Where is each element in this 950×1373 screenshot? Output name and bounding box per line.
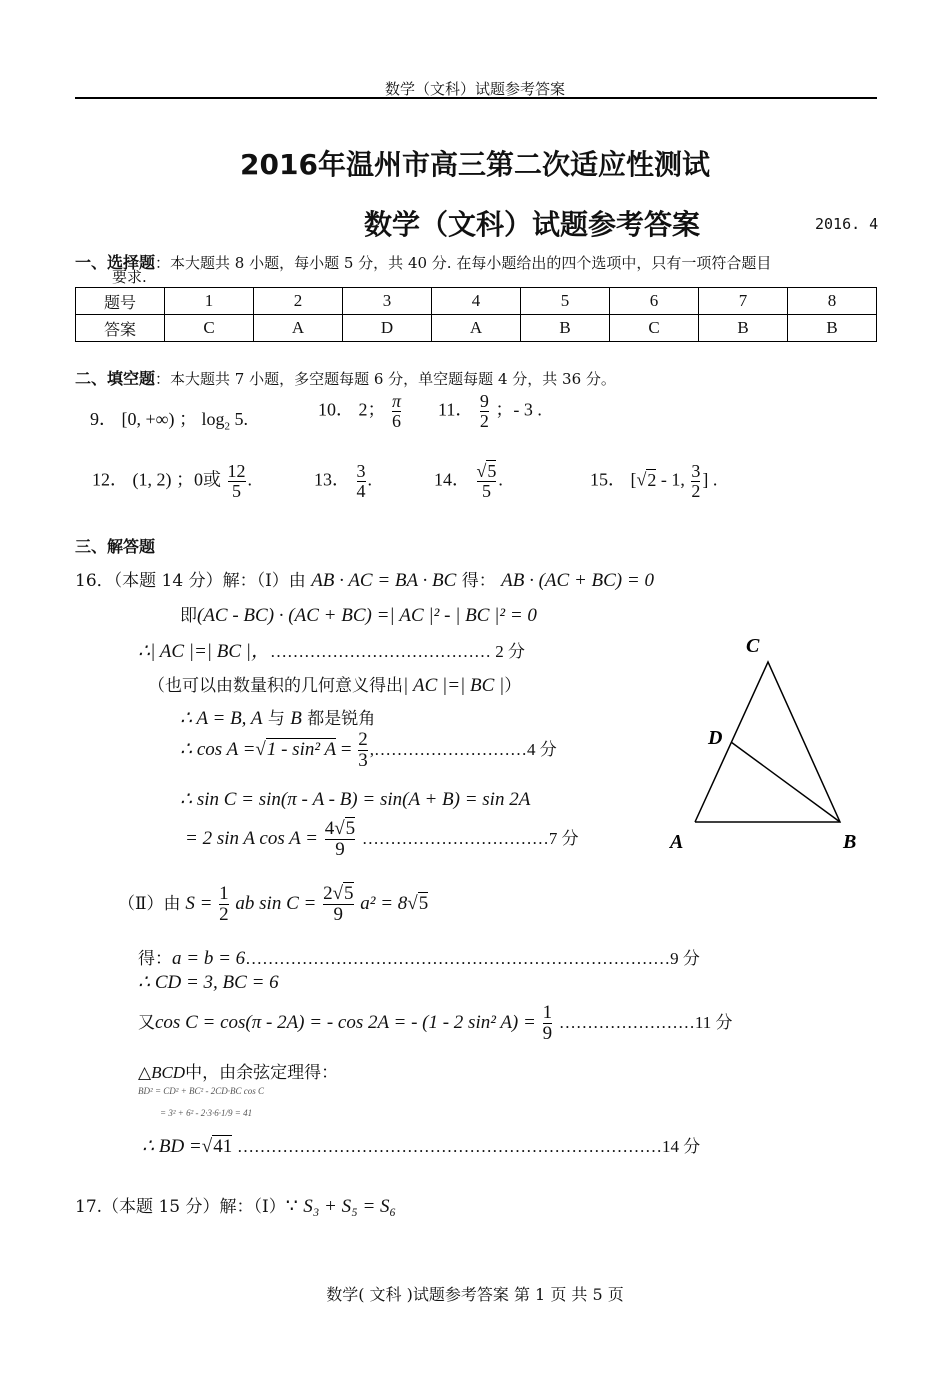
q-log-base: 2 xyxy=(224,420,230,433)
q-answer: [0, +∞) xyxy=(121,409,175,429)
q16-line2: 即(AC - BC) · (AC + BC) =| AC |² - | BC |² = 0 xyxy=(180,605,537,626)
q16-line12: 又cos C = cos(π - 2A) = - cos 2A = - (1 - 2 sin² A) = $\frac{1}{9}$ ……………………11 分 xyxy=(138,1002,733,1044)
table-cell: D xyxy=(343,315,432,342)
q16-line3: ∴| AC |=| BC |，………………………………… 2 分 xyxy=(138,641,526,662)
q-log-arg: 5 xyxy=(234,409,244,429)
page-header: 数学（文科）试题参考答案 xyxy=(384,80,565,98)
table-cell: 2 xyxy=(254,288,343,315)
table-cell: C xyxy=(610,315,699,342)
table-cell: 7 xyxy=(699,288,788,315)
q16-line11: ∴ CD = 3, BC = 6 xyxy=(138,972,279,993)
date: 2016. 4 xyxy=(815,215,879,233)
q16-line6: ∴ cos A =√1 - sin² A = $\frac{2}{3}$ ,………………………4 分 xyxy=(180,729,557,771)
section2-line xyxy=(75,366,616,389)
table-cell: 答案 xyxy=(76,315,165,342)
q-end: . xyxy=(247,469,252,490)
label-a: A xyxy=(670,831,684,853)
q-number: 14． xyxy=(434,469,470,490)
fraction: $\frac{9}{2}$ xyxy=(479,391,489,431)
fraction: $\frac{2}{3}$ xyxy=(358,729,368,771)
header-rule xyxy=(75,97,877,99)
sub-title: 数学（文科）试题参考答案 xyxy=(363,208,700,241)
fraction: $\frac{3}{4}$ xyxy=(356,461,366,501)
q-end: . xyxy=(498,469,503,490)
q16-line8: = 2 sin A cos A = $\frac{4√5}{9}$ ……………………………7 分 xyxy=(185,818,579,860)
table-cell: A xyxy=(254,315,343,342)
table-cell: 5 xyxy=(521,288,610,315)
section1-desc: ：本大题共 8 小题，每小题 5 分，共 40 分. 在每小题给出的四个选项中，只有一项符合题目 xyxy=(155,254,772,272)
tiny-formula-1: BD² = CD² + BC² - 2CD·BC cos C xyxy=(138,1086,264,1096)
table-cell: 3 xyxy=(343,288,432,315)
main-title: 2016年温州市高三第二次适应性测试 xyxy=(240,148,710,181)
q16-line13: △BCD中，由余弦定理得： xyxy=(138,1063,339,1083)
table-cell: 8 xyxy=(788,288,877,315)
label-c: C xyxy=(746,635,760,657)
answer-11 xyxy=(438,392,542,431)
q16-line5: ∴ A = B, A 与 B 都是锐角 xyxy=(180,708,376,729)
fraction: $\frac{√5}{5}$ xyxy=(476,461,497,501)
answer-10 xyxy=(318,392,403,431)
label-b: B xyxy=(843,831,857,853)
fraction: $\frac{3}{2}$ xyxy=(691,461,701,501)
q-number: 9． xyxy=(90,409,117,429)
triangle-figure xyxy=(660,620,890,860)
q16-line15: ∴ BD =√41 …………………………………………………………………14 分 xyxy=(142,1136,701,1157)
table-cell: 1 xyxy=(165,288,254,315)
answer-14 xyxy=(434,462,503,501)
section1-line1 xyxy=(75,250,771,273)
section2-heading: 二、填空题 xyxy=(75,369,156,388)
answer-15: 15． [√2 - 1, $\frac{3}{2}$ ] . xyxy=(590,461,718,501)
section1-heading: 一、选择题 xyxy=(75,253,156,272)
section2-desc: ：本大题共 7 小题，多空题每题 6 分，单空题每题 4 分，共 36 分。 xyxy=(155,370,616,388)
table-cell: 4 xyxy=(432,288,521,315)
q17-line: 17.（本题 15 分）解：（Ⅰ）∵ S₃ + S₅ = S₆ xyxy=(75,1195,397,1217)
section3-heading: 三、解答题 xyxy=(75,537,156,556)
q-end: . xyxy=(367,469,372,490)
table-row-numbers xyxy=(76,288,877,315)
table-cell: B xyxy=(521,315,610,342)
q-number: 10． xyxy=(318,399,354,420)
fraction: $\frac{1}{9}$ xyxy=(542,1002,553,1044)
page-footer: 数学( 文科 )试题参考答案 第 1 页 共 5 页 xyxy=(326,1285,624,1304)
q-number: 13． xyxy=(314,469,350,490)
table-cell: B xyxy=(699,315,788,342)
answer-9 xyxy=(90,405,248,433)
answer-12 xyxy=(92,462,252,501)
section1-desc2: 要求. xyxy=(112,268,147,286)
fraction: $\frac{2√5}{9}$ xyxy=(323,883,354,925)
q-sep: ； xyxy=(178,409,197,429)
q-sep: ；0或 xyxy=(176,469,221,490)
q-end: . xyxy=(243,409,248,429)
q-log: log xyxy=(201,409,225,429)
q-end: ] . xyxy=(702,469,718,490)
table-row-answers xyxy=(76,315,877,342)
fraction: $\frac{4√5}{9}$ xyxy=(324,818,356,860)
label-d: D xyxy=(708,727,723,749)
q16-line7: ∴ sin C = sin(π - A - B) = sin(A + B) = sin 2A xyxy=(180,789,531,810)
q-number: 15． xyxy=(590,469,626,490)
fraction: $\frac{\pi}{6}$ xyxy=(392,391,402,431)
q-mid: - 1, xyxy=(656,469,690,490)
q16-line4: （也可以由数量积的几何意义得出| AC |=| BC |） xyxy=(148,675,522,696)
q-rest: ；- 3 . xyxy=(495,399,542,420)
q-number: 11． xyxy=(438,399,474,420)
q16-line10: 得：a = b = 6…………………………………………………………………9 分 xyxy=(138,948,700,969)
q-answer: 2； xyxy=(358,399,386,420)
tiny-formula-2: = 3² + 6² - 2·3·6·1/9 = 41 xyxy=(160,1108,253,1118)
q16-line1: 16．（本题 14 分）解：（Ⅰ）由 AB · AC = BA · BC 得： AB · (AC + BC) = 0 xyxy=(75,570,654,591)
q-pre: [ xyxy=(630,469,637,490)
fraction: $\frac{12}{5}$ xyxy=(227,461,246,501)
table-cell: 6 xyxy=(610,288,699,315)
table-cell: A xyxy=(432,315,521,342)
table-cell: C xyxy=(165,315,254,342)
segment-bd xyxy=(731,742,840,822)
table-cell: B xyxy=(788,315,877,342)
fraction: $\frac{1}{2}$ xyxy=(219,883,229,925)
q-number: 12． xyxy=(92,469,128,490)
q-answer: (1, 2) xyxy=(132,469,172,490)
q-sqrt: 2 xyxy=(647,469,657,490)
q16-part2: （Ⅱ）由 S = $\frac{1}{2}$ ab sin C = $\frac{2√5}{9}$ a² = 8√5 xyxy=(118,883,429,925)
answer-13 xyxy=(314,462,372,501)
answer-table xyxy=(75,287,877,342)
table-cell: 题号 xyxy=(76,288,165,315)
